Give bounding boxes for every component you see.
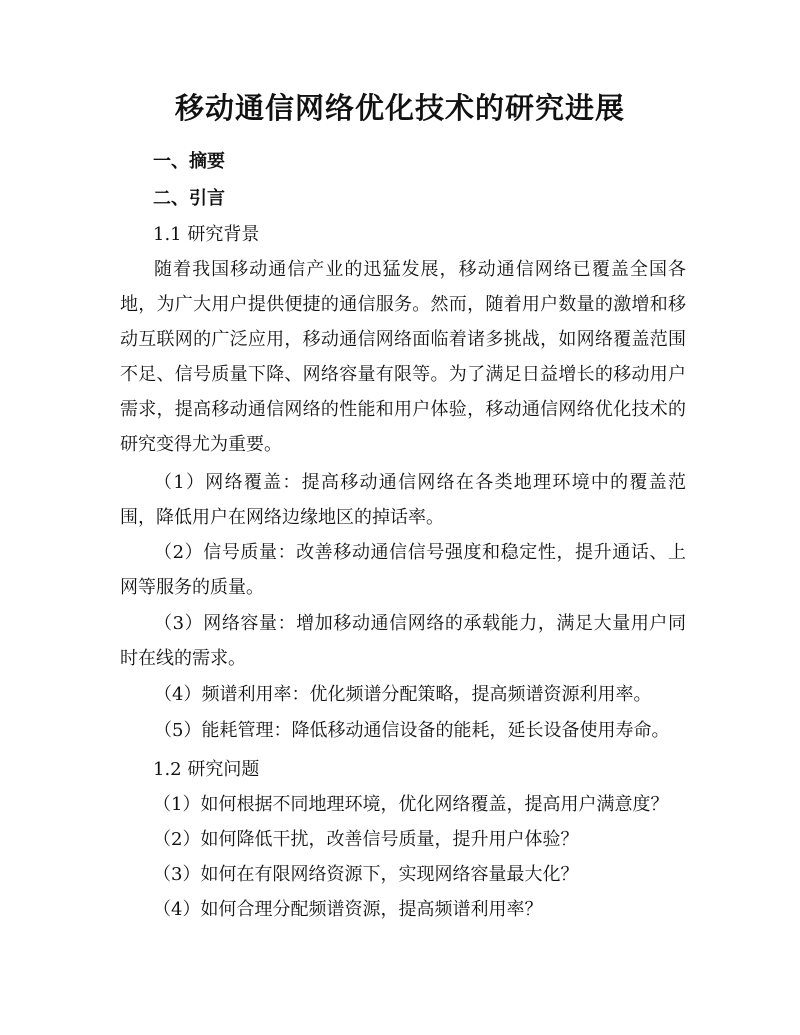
problem-question-4: （4）如何合理分配频谱资源，提高频谱利用率？ <box>153 899 543 920</box>
section-introduction-heading: 二、引言 <box>153 188 225 209</box>
background-item-spectrum: （4）频谱利用率：优化频谱分配策略，提高频谱资源利用率。 <box>154 684 652 705</box>
subsection-problems-heading: 1.2 研究问题 <box>153 759 260 780</box>
section-abstract-heading: 一、摘要 <box>153 151 225 172</box>
document-title: 移动通信网络优化技术的研究进展 <box>174 91 625 125</box>
problem-question-1: （1）如何根据不同地理环境，优化网络覆盖，提高用户满意度？ <box>153 794 669 815</box>
problem-question-3: （3）如何在有限网络资源下，实现网络容量最大化？ <box>153 864 579 885</box>
background-item-signal-quality: （2）信号质量：改善移动通信信号强度和稳定性，提升通话、上网等服务的质量。 <box>120 542 686 598</box>
background-item-energy: （5）能耗管理：降低移动通信设备的能耗，延长设备使用寿命。 <box>154 720 670 741</box>
background-item-coverage: （1）网络覆盖：提高移动通信网络在各类地理环境中的覆盖范围，降低用户在网络边缘地区的掉话率。 <box>120 472 686 528</box>
subsection-background-heading: 1.1 研究背景 <box>153 224 260 245</box>
background-item-capacity: （3）网络容量：增加移动通信网络的承载能力，满足大量用户同时在线的需求。 <box>120 613 686 669</box>
problem-question-2: （2）如何降低干扰，改善信号质量，提升用户体验？ <box>153 829 579 850</box>
background-paragraph: 随着我国移动通信产业的迅猛发展，移动通信网络已覆盖全国各地，为广大用户提供便捷的通信服务。然而，随着用户数量的激增和移动互联网的广泛应用，移动通信网络面临着诸多挑战，如网络覆盖范围不足、信号质量下降、网络容量有限等。为了满足日益增长的移动用户需求，提高移动通信网络的性能和用户体验，移动通信网络优化技术的研究变得尤为重要。 <box>120 259 686 455</box>
